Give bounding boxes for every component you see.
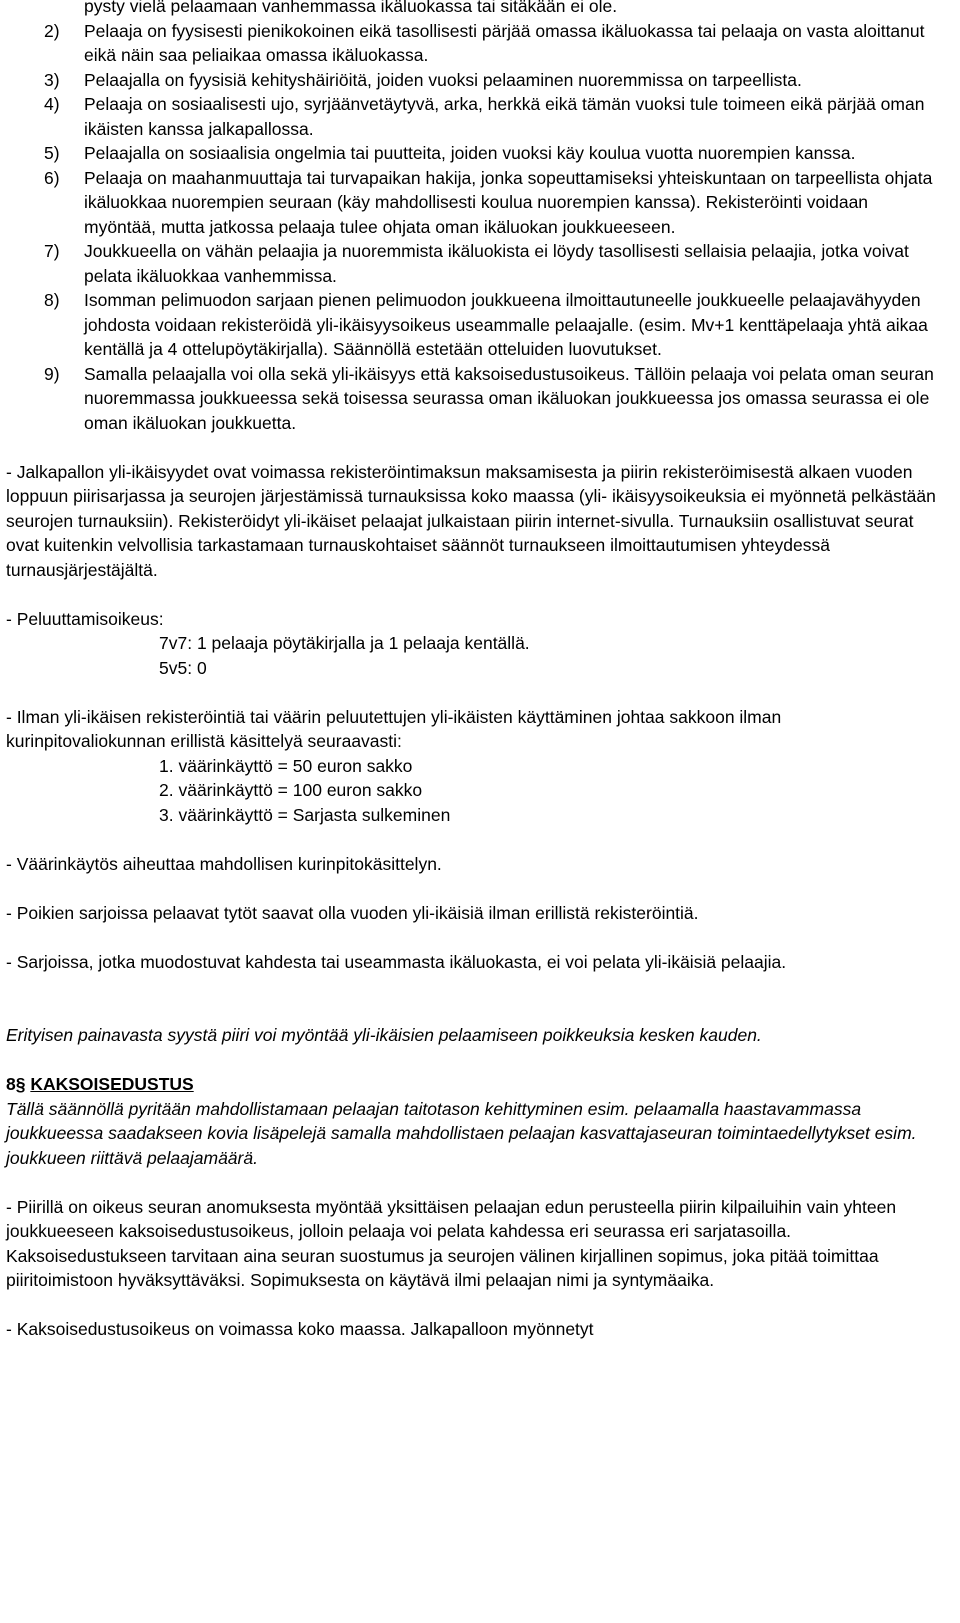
list-item xyxy=(6,92,941,141)
spacer xyxy=(6,1293,941,1318)
section-number: 8§ xyxy=(6,1074,26,1094)
list-number: 7) xyxy=(44,241,60,261)
final-paragraph: - Kaksoisedustusoikeus on voimassa koko maassa. Jalkapalloon myönnetyt xyxy=(6,1319,594,1339)
section-title: KAKSOISEDUSTUS xyxy=(30,1074,194,1094)
document-page xyxy=(6,0,941,1342)
list-number: 9) xyxy=(44,363,60,384)
numbered-list xyxy=(6,19,941,436)
list-number: 6) xyxy=(44,167,60,188)
section-intro: Tällä säännöllä pyritään mahdollistamaan pelaajan taitotason kehittyminen esim. pelaamalla haastavammassa joukkueessa saadakseen kovia lisäpelejä samalla mahdollistaen pelaajan kasvattajaseuran toimintaedellytykset esim. joukkueen riittävä pelaajamäärä. xyxy=(6,1098,917,1168)
list-number: 2) xyxy=(44,20,60,41)
spacer xyxy=(6,435,941,460)
validity-paragraph: - Jalkapallon yli-ikäisyydet ovat voimassa rekisteröintimaksun maksamisesta ja piirin rekisteröimisestä alkaen vuoden loppuun piirisarjassa ja seurojen järjestämissä turnauksissa koko maassa (yli- ikäisyysoikeuksia ei myönnetä pelkästään seurojen turnauksiin). Rekisteröidyt yli-ikäiset pelaajat julkaistaan piirin internet-sivulla. Turnauksiin osallistuvat seurat ovat kuitenkin velvollisia tarkastamaan turnauskohtaiset säännöt turnaukseen ilmoittautumisen yhteydessä turnausjärjestäjältä. xyxy=(6,461,936,580)
peluuttamis-line: 7v7: 1 pelaaja pöytäkirjalla ja 1 pelaaja kentällä. xyxy=(159,633,530,653)
list-item xyxy=(6,166,941,240)
list-number: 5) xyxy=(44,143,60,163)
list-number: 8) xyxy=(44,290,60,310)
list-text: Samalla pelaajalla voi olla sekä yli-ikäisyys että kaksoisedustusoikeus. Tällöin pelaaja voi pelata oman seuran nuoremmassa joukkueessa sekä toisessa seurassa oman ikäluokan joukkueessa jos omassa seurassa ei ole oman ikäluokan joukkuetta. xyxy=(84,363,934,433)
misuse-paragraph: - Väärinkäytös aiheuttaa mahdollisen kurinpitokäsittelyn. xyxy=(6,853,442,874)
section-heading xyxy=(6,1072,941,1097)
list-continuation: pysty vielä pelaamaan vanhemmassa ikäluokassa tai sitäkään ei ole. xyxy=(84,0,618,16)
list-item xyxy=(6,68,941,93)
spacer xyxy=(6,974,941,1023)
penalty-item: 3. väärinkäyttö = Sarjasta sulkeminen xyxy=(159,804,451,825)
list-text: Pelaajalla on sosiaalisia ongelmia tai puutteita, joiden vuoksi käy koulua vuotta nuorempien kanssa. xyxy=(84,143,856,163)
spacer xyxy=(6,876,941,901)
list-item xyxy=(6,19,941,68)
list-text: Joukkueella on vähän pelaajia ja nuoremmista ikäluokista ei löydy tasollisesti sellaisia pelaajia, jotka voivat pelata ikäluokkaa vanhemmissa. xyxy=(84,241,909,286)
exception-paragraph: Erityisen painavasta syystä piiri voi myöntää yli-ikäisien pelaamiseen poikkeuksia kesken kauden. xyxy=(6,1025,762,1045)
list-item xyxy=(6,288,941,362)
peluuttamis-line: 5v5: 0 xyxy=(159,657,207,678)
spacer xyxy=(6,1048,941,1073)
penalty-intro: - Ilman yli-ikäisen rekisteröintiä tai väärin peluutettujen yli-ikäisten käyttäminen johtaa sakkoon ilman kurinpitovaliokunnan erillistä käsittelyä seuraavasti: xyxy=(6,706,782,751)
list-text: Pelaaja on fyysisesti pienikokoinen eikä tasollisesti pärjää omassa ikäluokassa tai pelaaja on vasta aloittanut eikä näin saa peliaikaa omassa ikäluokassa. xyxy=(84,20,925,65)
list-text: Isomman pelimuodon sarjaan pienen pelimuodon joukkueena ilmoittautuneelle joukkueelle pelaajavähyyden johdosta voidaan rekisteröidä yli-ikäisyysoikeus useammalle pelaajalle. (esim. Mv+1 kenttäpelaaja yhtä aikaa kentällä ja 4 ottelupöytäkirjalla). Säännöllä estetään otteluiden luovutukset. xyxy=(84,290,928,359)
spacer xyxy=(6,827,941,852)
list-number: 3) xyxy=(44,69,60,90)
spacer xyxy=(6,1170,941,1195)
spacer xyxy=(6,925,941,950)
list-item xyxy=(6,141,941,166)
list-text: Pelaaja on sosiaalisesti ujo, syrjäänvetäytyvä, arka, herkkä eikä tämän vuoksi tule toimeen eikä pärjää oman ikäisten kanssa jalkapallossa. xyxy=(84,94,925,139)
list-text: Pelaaja on maahanmuuttaja tai turvapaikan hakija, jonka sopeuttamiseksi yhteiskuntaan on tarpeellista ohjata ikäluokkaa nuorempien seuraan (käy mahdollisesti koulua nuorempien kanssa). Rekisteröinti voidaan myöntää, mutta jatkossa pelaaja tulee ohjata oman ikäluokan joukkueeseen. xyxy=(84,167,933,237)
list-item xyxy=(6,362,941,436)
district-paragraph: - Piirillä on oikeus seuran anomuksesta myöntää yksittäisen pelaajan edun perusteella piirin kilpailuihin vain yhteen joukkueeseen kaksoisedustusoikeus, jolloin pelaaja voi pelata kahdessa eri seurassa eri sarjatasoilla. Kaksoisedustukseen tarvitaan aina seuran suostumus ja seurojen välinen kirjallinen sopimus, joka pitää toimittaa piiritoimistoon hyväksyttäväksi. Sopimuksesta on käytävä ilmi pelaajan nimi ja syntymäaika. xyxy=(6,1196,897,1290)
penalty-item: 2. väärinkäyttö = 100 euron sakko xyxy=(159,780,423,800)
list-item xyxy=(6,239,941,288)
peluuttamis-label: - Peluuttamisoikeus: xyxy=(6,608,164,629)
girls-paragraph: - Poikien sarjoissa pelaavat tytöt saavat olla vuoden yli-ikäisiä ilman erillistä rekisteröintiä. xyxy=(6,902,699,923)
penalty-item: 1. väärinkäyttö = 50 euron sakko xyxy=(159,755,413,776)
spacer xyxy=(6,582,941,607)
multi-age-paragraph: - Sarjoissa, jotka muodostuvat kahdesta tai useammasta ikäluokasta, ei voi pelata yli-ikäisiä pelaajia. xyxy=(6,951,787,972)
list-text: Pelaajalla on fyysisiä kehityshäiriöitä, joiden vuoksi pelaaminen nuoremmissa on tarpeellista. xyxy=(84,69,802,90)
list-number: 4) xyxy=(44,94,60,114)
penalty-list xyxy=(6,754,941,828)
spacer xyxy=(6,680,941,705)
